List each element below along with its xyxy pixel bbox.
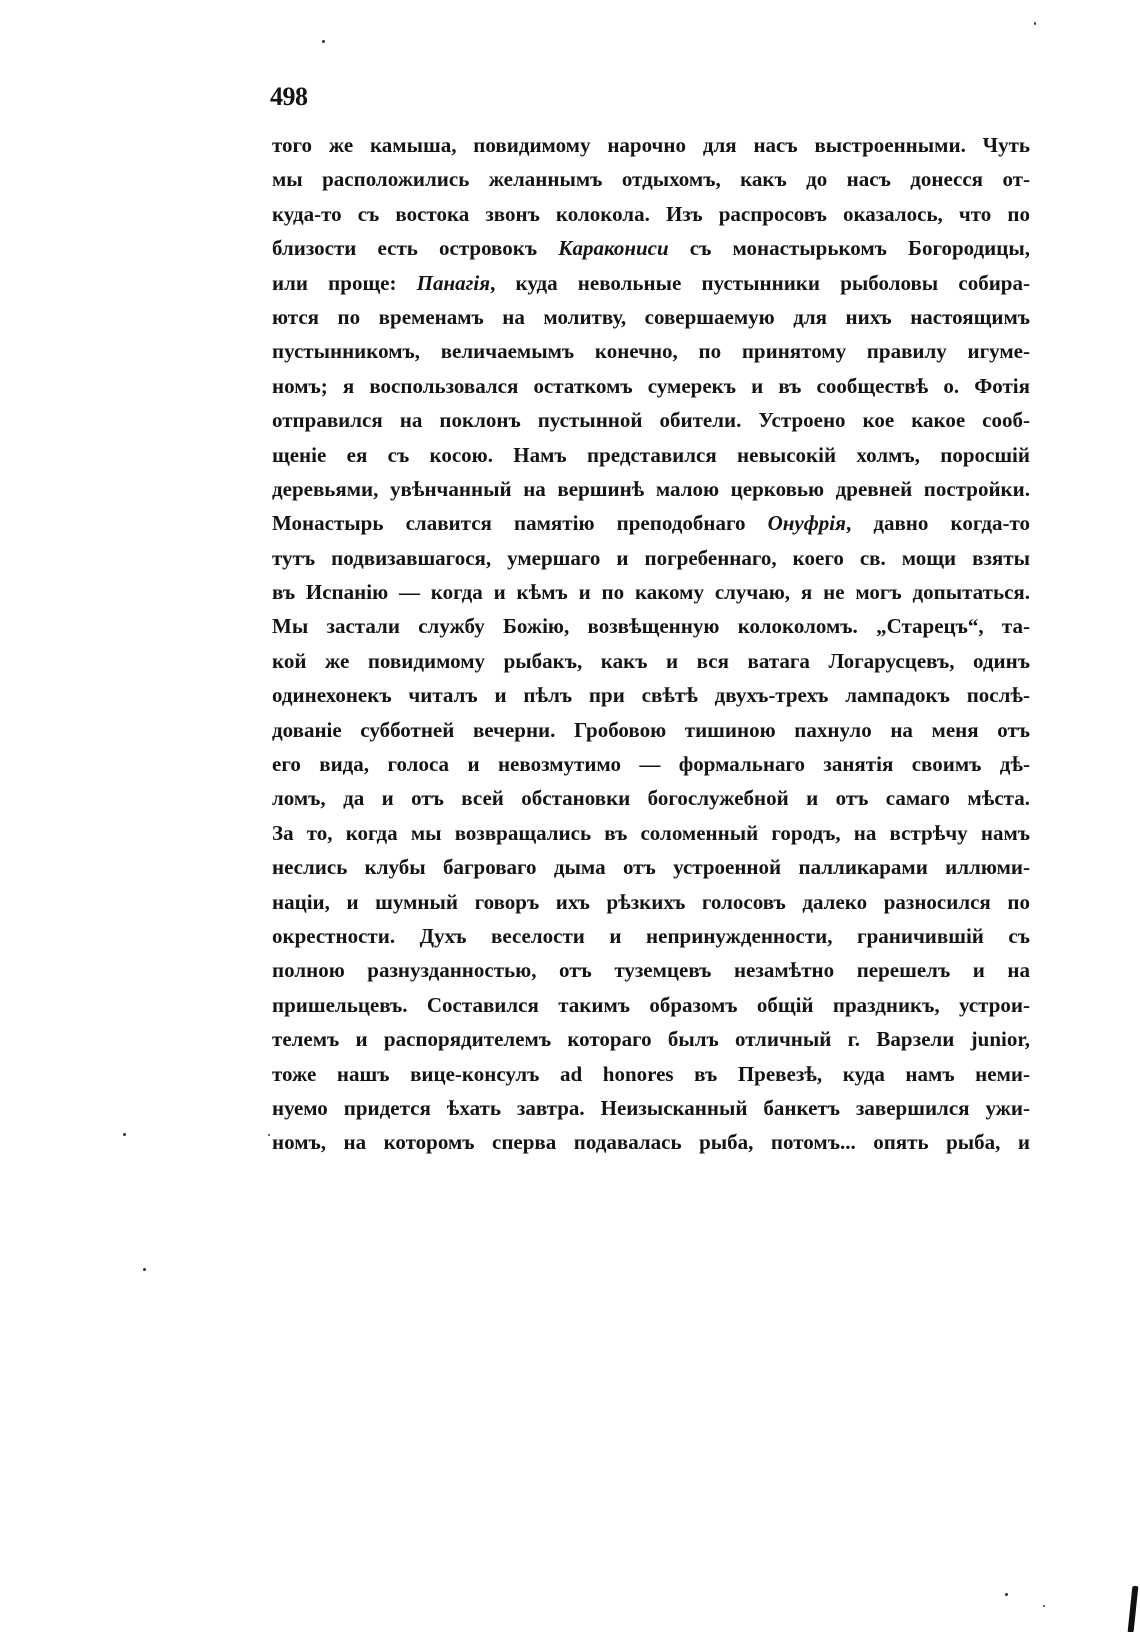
text-line: кой же повидимому рыбакъ, какъ и вся ватага Логарусцевъ, одинъ xyxy=(272,648,1030,673)
text-line: нуемо придется ѣхать завтра. Неизысканный банкетъ завершился ужи- xyxy=(272,1095,1030,1120)
text-line: пустынникомъ, величаемымъ конечно, по принятому правилу игуме- xyxy=(272,339,1030,364)
text-line: близости есть островокъ Каракониси съ монастырькомъ Богородицы, xyxy=(272,236,1030,261)
text-line: отправился на поклонъ пустынной обители. Устроено кое какое сооб- xyxy=(272,408,1030,433)
text-line: націи, и шумный говоръ ихъ рѣзкихъ голосовъ далеко разносился по xyxy=(272,889,1030,914)
italic-name: Панагія xyxy=(416,270,491,295)
text-line: телемъ и распорядителемъ котораго былъ отличный г. Варзели junior, xyxy=(272,1027,1030,1052)
text-line: пришельцевъ. Составился такимъ образомъ общій праздникъ, устрои- xyxy=(272,992,1030,1017)
text-line: Мы застали службу Божію, возвѣщенную колоколомъ. „Старецъ“, та- xyxy=(272,614,1030,639)
text-line: куда-то съ востока звонъ колокола. Изъ распросовъ оказалось, что по xyxy=(272,201,1030,226)
scan-speck xyxy=(1043,1605,1045,1607)
text-line: щеніе ея съ косою. Намъ представился невысокій холмъ, поросшій xyxy=(272,442,1030,467)
text-line: ются по временамъ на молитву, совершаемую для нихъ настоящимъ xyxy=(272,304,1030,329)
italic-name: Каракониси xyxy=(558,236,669,261)
text-line: ломъ, да и отъ всей обстановки богослужебной и отъ самаго мѣста. xyxy=(272,786,1030,811)
text-line: номъ, на которомъ сперва подавалась рыба, потомъ... опять рыба, и xyxy=(272,1130,1030,1155)
scan-speck xyxy=(143,1268,146,1271)
text-line: одинехонекъ читалъ и пѣлъ при свѣтѣ двухъ-трехъ лампадокъ послѣ- xyxy=(272,683,1030,708)
text-line: въ Испанію — когда и кѣмъ и по какому случаю, я не могъ допытаться. xyxy=(272,580,1030,605)
page-number: 498 xyxy=(270,82,308,111)
text-line: полною разнузданностью, отъ туземцевъ незамѣтно перешелъ и на xyxy=(272,958,1030,983)
body-text xyxy=(272,128,1030,1160)
text-line: Монастырь славится памятію преподобнаго Онуфрія, давно когда-то xyxy=(272,511,1030,536)
text-line: мы расположились желаннымъ отдыхомъ, какъ до насъ донесся от- xyxy=(272,167,1030,192)
scan-speck xyxy=(268,1134,270,1136)
text-line: тоже нашъ вице-консулъ ad honores въ Превезѣ, куда намъ неми- xyxy=(272,1061,1030,1086)
scan-speck xyxy=(1005,1593,1008,1596)
text-line: дованіе субботней вечерни. Гробовою тишиною пахнуло на меня отъ xyxy=(272,717,1030,742)
text-line: того же камыша, повидимому нарочно для насъ выстроенными. Чуть xyxy=(272,133,1030,157)
text-line: или проще: Панагія, куда невольные пустынники рыболовы собира- xyxy=(272,270,1030,295)
scan-speck xyxy=(1034,22,1036,25)
text-line: его вида, голоса и невозмутимо — формальнаго занятія своимъ дѣ- xyxy=(272,752,1030,777)
scan-edge-mark xyxy=(1128,1586,1139,1632)
scan-speck xyxy=(123,1133,126,1136)
text-line: номъ; я воспользовался остаткомъ сумерекъ и въ сообществѣ о. Фотія xyxy=(272,373,1030,398)
scan-speck xyxy=(322,40,325,43)
text-line: За то, когда мы возвращались въ соломенный городъ, на встрѣчу намъ xyxy=(272,820,1030,845)
text-line: деревьями, увѣнчанный на вершинѣ малою церковью древней постройки. xyxy=(272,476,1030,501)
italic-name: Онуфрія xyxy=(767,511,846,536)
text-line: окрестности. Духъ веселости и непринужденности, граничившій съ xyxy=(272,923,1030,948)
text-line: неслись клубы багроваго дыма отъ устроенной палликарами иллюми- xyxy=(272,855,1030,880)
text-line: тутъ подвизавшагося, умершаго и погребеннаго, коего св. мощи взяты xyxy=(272,545,1030,570)
